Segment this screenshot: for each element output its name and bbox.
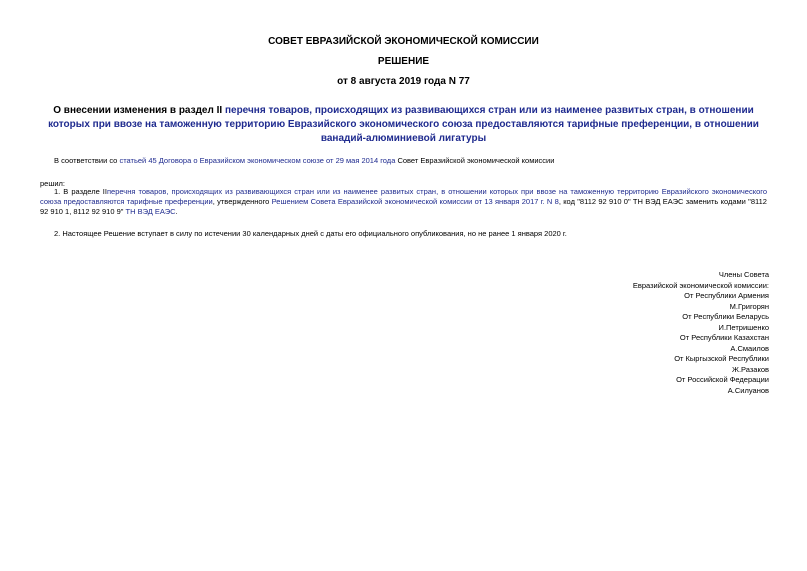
title-prefix: О внесении изменения в раздел II: [53, 105, 225, 116]
para1-text-3: , код "8112 92 910 0" ТН ВЭД ЕАЭС заменить кодами "8112 92 910 1, 8112 92 910 9": [40, 197, 767, 216]
link-article-45-treaty[interactable]: статьей 45 Договора о Евразийском экономическом союзе от 29 мая 2014 года: [119, 156, 396, 165]
signature-line: От Республики Беларусь: [682, 312, 769, 321]
signature-line: От Кыргызской Республики: [674, 354, 769, 363]
intro-text-1: В соответствии со: [54, 156, 120, 165]
link-list-of-goods[interactable]: перечня товаров, происходящих из развивающихся стран или из наименее развитых стран, в отношении которых при ввозе на таможенную территорию Евразийского экономического союза предоставляются тарифные преференции: [40, 187, 767, 206]
signature-line: И.Петришенко: [718, 322, 769, 332]
council-header: СОВЕТ ЕВРАЗИЙСКОЙ ЭКОНОМИЧЕСКОЙ КОМИССИИ: [268, 36, 539, 47]
para1-text-2: , утвержденного: [212, 197, 272, 206]
signature-line: От Республики Казахстан: [679, 333, 769, 342]
signatures-block: [633, 270, 769, 396]
paragraph-1: [40, 187, 767, 217]
signature-line: От Российской Федерации: [676, 375, 769, 384]
resolved-label: решил:: [40, 179, 66, 188]
document-title: [40, 104, 767, 146]
document-date-number: от 8 августа 2019 года N 77: [337, 76, 470, 87]
signature-line: Евразийской экономической комиссии:: [632, 280, 769, 290]
signature-line: Члены Совета: [718, 270, 769, 279]
signature-line: А.Силуанов: [727, 385, 769, 395]
link-tn-ved-eaes[interactable]: ТН ВЭД ЕАЭС: [125, 207, 176, 216]
signature-line: От Республики Армения: [684, 291, 769, 300]
paragraph-2: 2. Настоящее Решение вступает в силу по истечении 30 календарных дней с даты его официального опубликования, но не ранее 1 января 2020 г.: [54, 229, 567, 238]
signature-line: А.Смаилов: [730, 343, 769, 353]
para1-text-1: 1. В разделе II: [54, 187, 107, 196]
intro-paragraph: [54, 156, 767, 166]
para1-text-4: .: [175, 207, 178, 216]
signature-line: Ж.Разаков: [732, 364, 769, 374]
link-council-decision-8[interactable]: Решением Совета Евразийской экономической комиссии от 13 января 2017 г. N 8: [271, 197, 559, 206]
signature-line: М.Григорян: [729, 301, 769, 311]
intro-text-2: Совет Евразийской экономической комиссии: [395, 156, 555, 165]
document-type: РЕШЕНИЕ: [377, 56, 430, 67]
title-link-list-of-goods[interactable]: перечня товаров, происходящих из развивающихся стран или из наименее развитых стран, в отношении которых при ввозе на таможенную территорию Евразийского экономического союза предоставляются тарифные преференции, в отношении ванадий-алюминиевой лигатуры: [48, 105, 759, 144]
